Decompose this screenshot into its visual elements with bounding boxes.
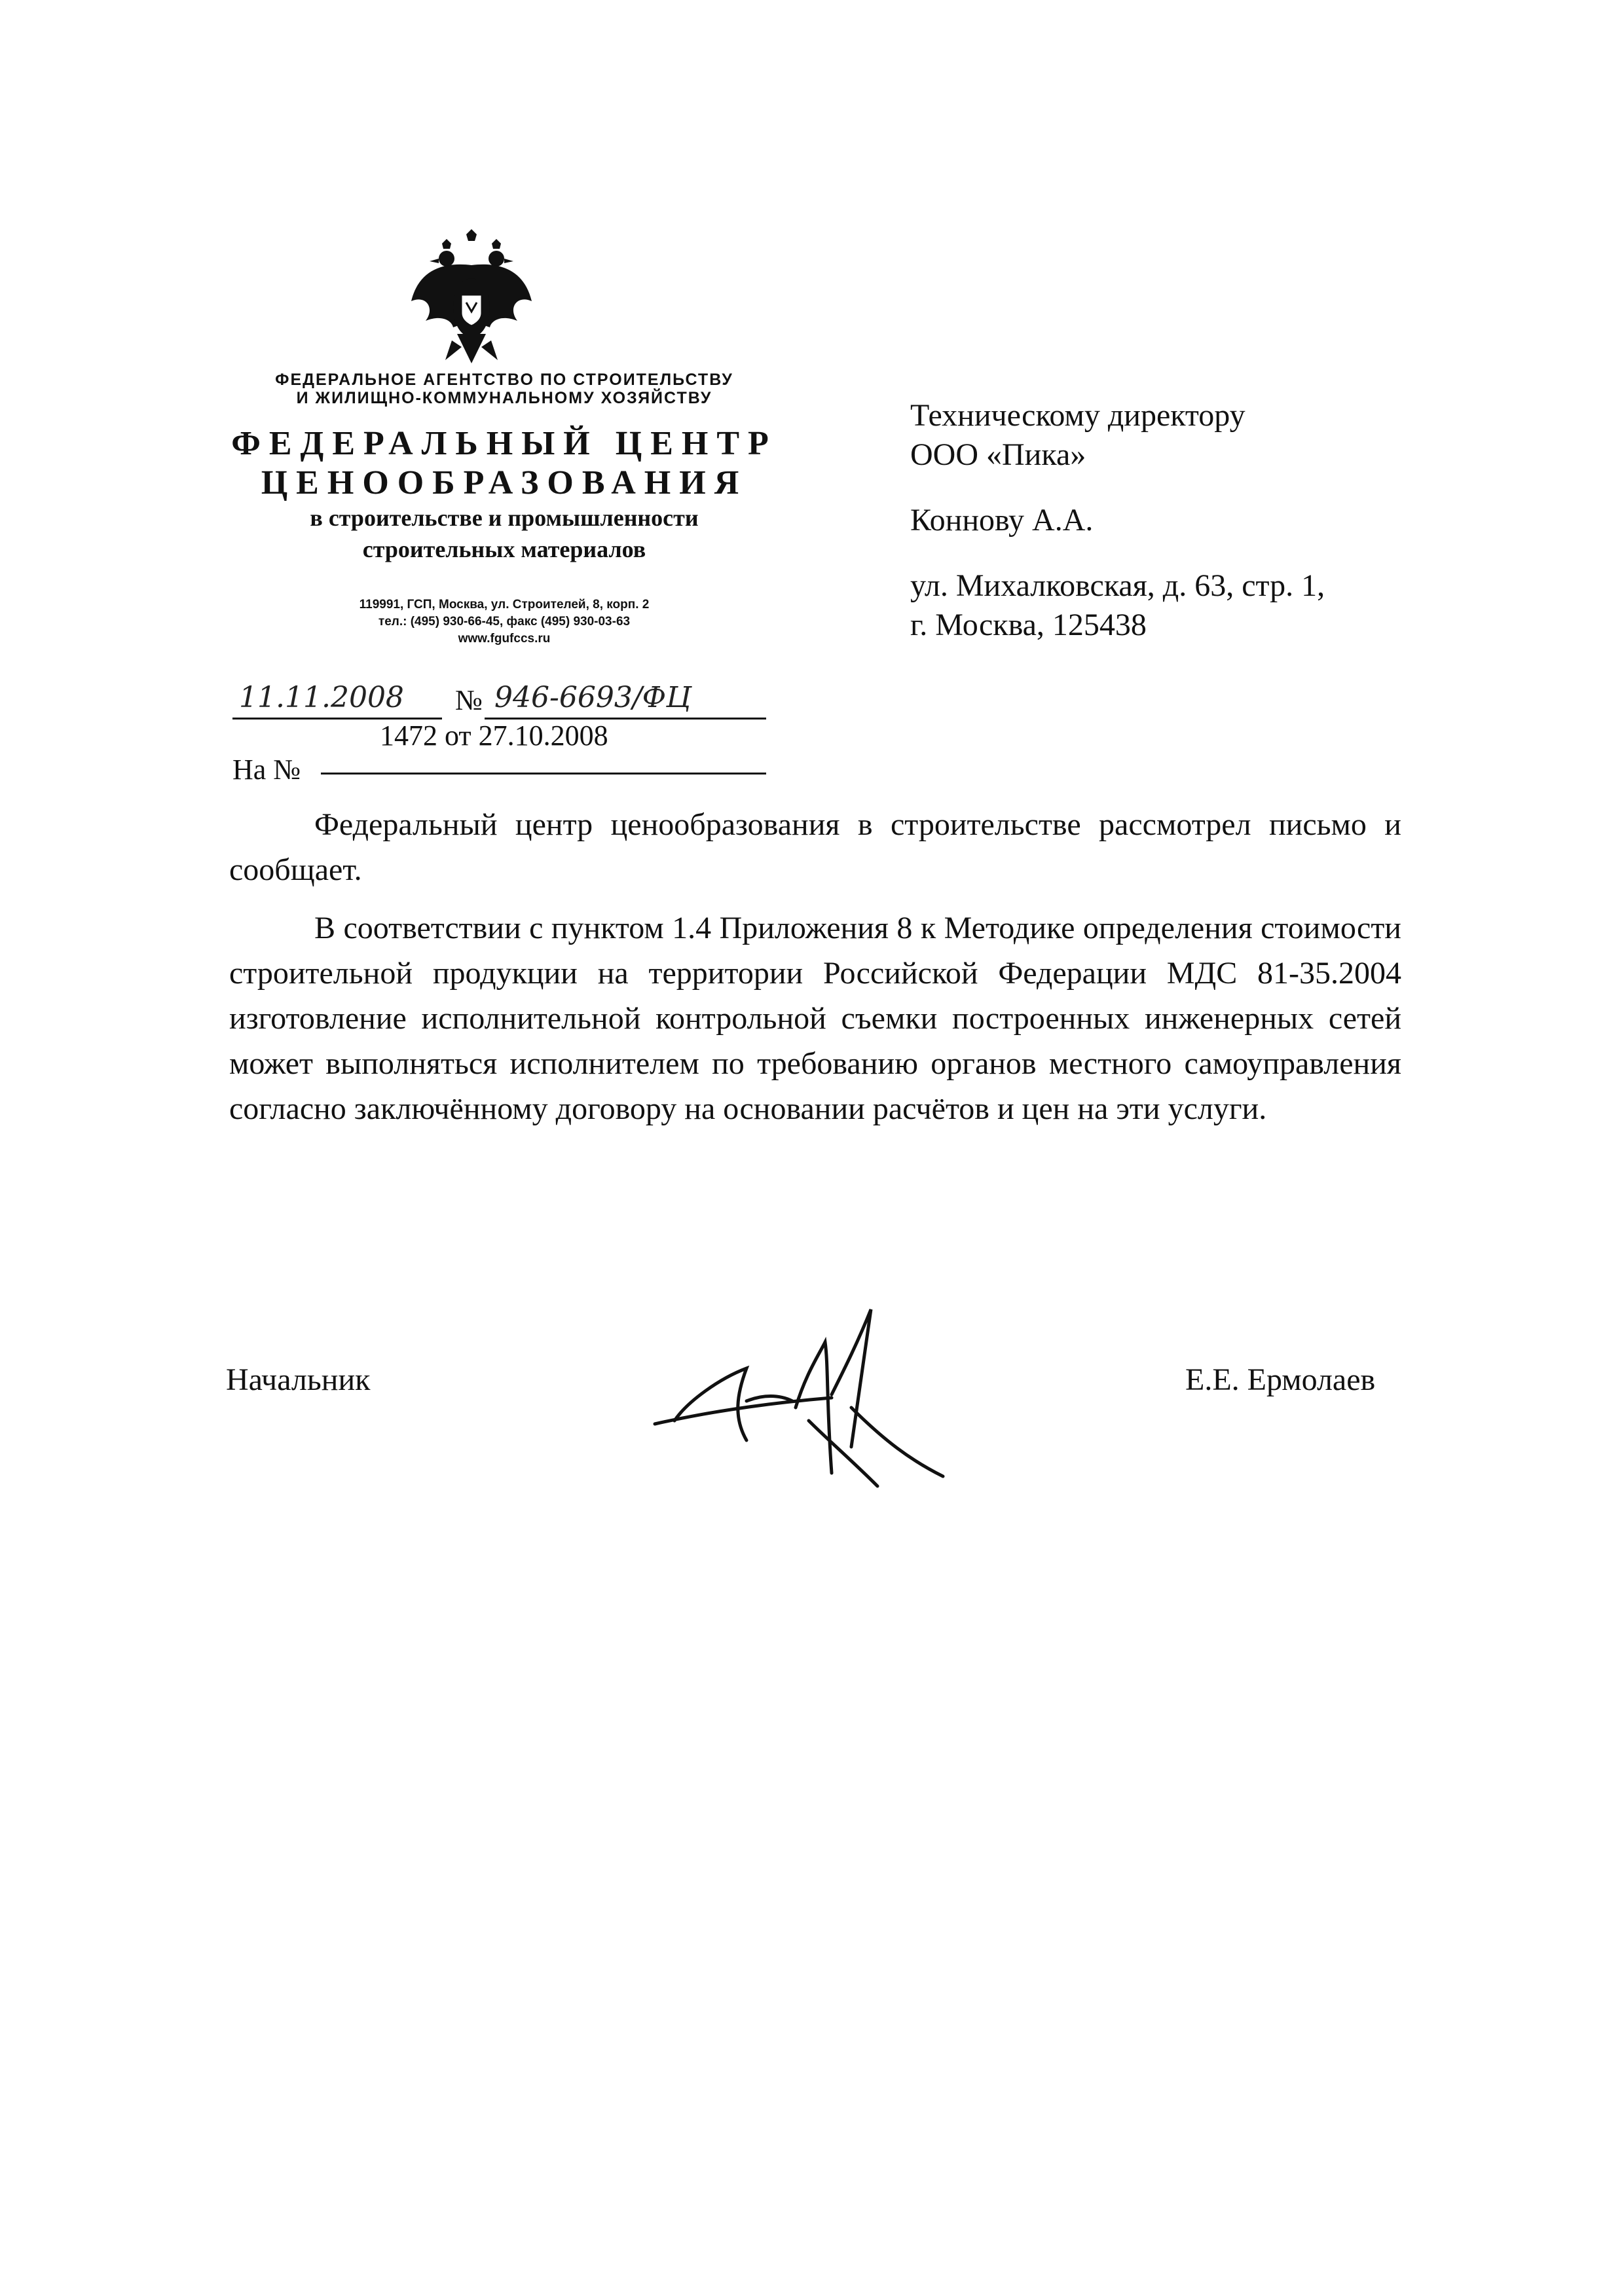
recipient-address-street: ул. Михалковская, д. 63, стр. 1, bbox=[910, 568, 1325, 603]
reply-reference: 1472 от 27.10.2008 bbox=[380, 720, 608, 752]
agency-name-line2: И ЖИЛИЩНО-КОММУНАЛЬНОМУ ХОЗЯЙСТВУ bbox=[296, 389, 712, 407]
organization-phone-fax: тел.: (495) 930-66-45, факс (495) 930-03-63 bbox=[378, 615, 631, 629]
organization-title-line1: ФЕДЕРАЛЬНЫЙ ЦЕНТР bbox=[231, 425, 777, 462]
outgoing-number: 946-6693/ФЦ bbox=[494, 681, 692, 714]
organization-subtitle-line1: в строительстве и промышленности bbox=[310, 505, 699, 531]
letter-body bbox=[229, 802, 1401, 1131]
reply-underline bbox=[321, 773, 766, 774]
recipient-address-city: г. Москва, 125438 bbox=[910, 608, 1147, 642]
recipient-position: Техническому директору bbox=[910, 398, 1246, 433]
outgoing-registration-line bbox=[232, 681, 769, 719]
coat-of-arms-emblem-icon bbox=[406, 229, 537, 367]
outgoing-number-prefix: № bbox=[455, 684, 483, 716]
recipient-name: Коннову А.А. bbox=[910, 503, 1094, 538]
organization-website: www.fgufccs.ru bbox=[458, 632, 551, 646]
body-paragraph-2: В соответствии с пунктом 1.4 Приложения 8 к Методике определения стоимости строительной продукции на территории Российской Федерации МДС 81-35.2004 изготовление исполнительной контрольной съемки построенных инженерных сетей может выполняться исполнителем по требованию органов местного самоуправления согласно заключённому договору на основании расчётов и цен на эти услуги. bbox=[229, 911, 1401, 1126]
signatory-position: Начальник bbox=[226, 1362, 371, 1397]
organization-subtitle-line2: строительных материалов bbox=[362, 536, 646, 562]
agency-name-line1: ФЕДЕРАЛЬНОЕ АГЕНТСТВО ПО СТРОИТЕЛЬСТВУ bbox=[275, 371, 733, 389]
organization-title-line2: ЦЕНООБРАЗОВАНИЯ bbox=[261, 464, 748, 501]
body-paragraph-1: Федеральный центр ценообразования в строительстве рассмотрел письмо и сообщает. bbox=[229, 807, 1401, 887]
organization-address: 119991, ГСП, Москва, ул. Строителей, 8, корп. 2 bbox=[359, 598, 650, 611]
handwritten-signature bbox=[648, 1303, 976, 1499]
recipient-company: ООО «Пика» bbox=[910, 437, 1086, 472]
reply-to-label: На № bbox=[232, 754, 301, 786]
outgoing-date: 11.11.2008 bbox=[239, 681, 404, 714]
signatory-name: Е.Е. Ермолаев bbox=[1185, 1362, 1376, 1397]
